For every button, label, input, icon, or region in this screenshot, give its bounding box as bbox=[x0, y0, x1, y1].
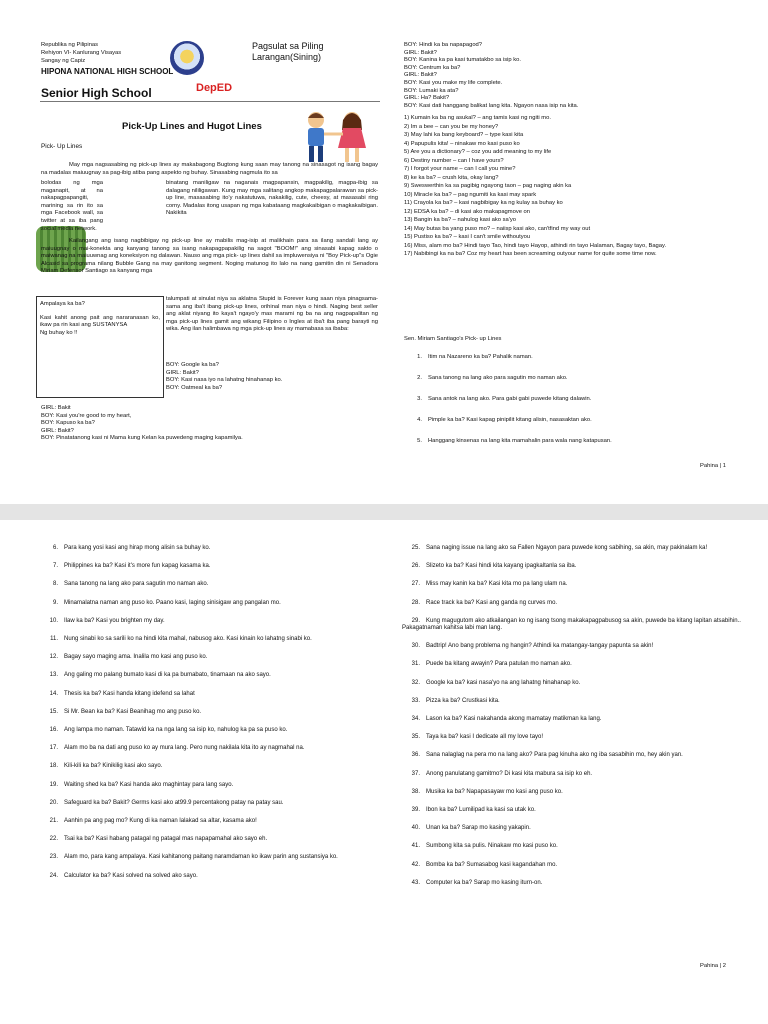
list-item: 30. Badtrip! Ano bang problema ng hangin? Athindi ka matangay-tangay papunta sa akin! bbox=[411, 643, 654, 650]
list-item: 1) Kumain ka ba ng asukal? – ang tamis kasi ng ngiti mo. bbox=[404, 115, 551, 121]
list-item: 37. Anong panulatang gamitmo? Di kasi kita mabura sa isip ko eh. bbox=[411, 770, 593, 777]
list-item: 11) Crayola ka ba? – kasi nagbibigay ka ng kulay sa buhay ko bbox=[404, 200, 563, 206]
list-item: 41. Sumbong kita sa pulis. Ninakaw mo kasi puso ko. bbox=[411, 843, 558, 850]
list-item: 33. Pizza ka ba? Crustkasi kita. bbox=[411, 697, 500, 704]
list-item: 34. Lason ka ba? Kasi nakahanda akong mamatay matikman ka lang. bbox=[411, 716, 602, 723]
subject-title-2: Larangan(Sining) bbox=[252, 52, 322, 62]
dialog-line: BOY: Centrum ka ba? bbox=[404, 64, 461, 71]
list-item: 7. Philippines ka ba? Kasi it's more fun kapag kasama ka. bbox=[52, 563, 211, 570]
list-item: 10. Ilaw ka ba? Kasi you brighten my day. bbox=[49, 617, 165, 624]
list-item: 19. Waiting shed ka ba? Kasi handa ako maghintay para lang sayo. bbox=[49, 781, 234, 788]
list-item bbox=[40, 891, 380, 898]
dialog-line: BOY: Kasi dati hanggang balikat lang kita. Ngayon nasa isip na kita. bbox=[404, 102, 579, 109]
list-item: 4) Papupulis kita! – ninakaw mo kasi puso ko bbox=[404, 140, 520, 147]
list-item: 39. Ibon ka ba? Lumilipad ka kasi sa utak ko. bbox=[411, 807, 536, 814]
dialog-line: BOY: Kasi nasa iyo na lahatng hinahanap ko. bbox=[166, 377, 283, 384]
pickup-list bbox=[404, 114, 744, 259]
dialog-line: BOY: Google ka ba? bbox=[166, 362, 219, 368]
list-item: 29. Kung magugutom ako atkailangan ko ng isang tsong makakapagpabusog sa akin, puwede ba kitang lapitan atsabihin.. Pakagatnaman kahitsa labi man lang. bbox=[402, 617, 741, 632]
list-item: 11. Nung sinabi ko sa sarili ko na hindi kita mahal, nabusog ako. Kasi kinain ko lahatng sinabi ko. bbox=[50, 636, 312, 643]
deped-seal-icon bbox=[170, 41, 204, 75]
list-item: 3) May lahi ka bang keyboard? – type kasi kita bbox=[404, 132, 524, 138]
list-item: 2. Sana tanong na lang ako para sagutin mo naman ako. bbox=[417, 375, 568, 381]
textbox-body: Kasi kahit anong pait ang nararanasan ko, ikaw pa rin kasi ang SUSTANYSA bbox=[40, 314, 160, 329]
paragraph-1-side: binatang maniligaw na naganais magpapansin, magpakilig, magpa-ibig sa dalagang nililigawan. Kung may mga salitang angkop makapagpalarawan sa pick-up line, masasabing ito'y nakatutuwa, nakakilig, cute, cheesy, at masasabi ring corny. Madalas itong usapan ng mga kabataang magkakaibigan o magkakaibigan. Nakikita bbox=[166, 180, 378, 217]
list-item: 16) Miss, alam mo ba? Hindi tayo Tao, hindi tayo Hayop, athindi rin tayo Halaman, Bagay tayo, Bagay. bbox=[404, 242, 667, 249]
header-rule bbox=[40, 101, 380, 102]
list-item: 27. Miss may kanin ka ba? Kasi kita mo pa lang ulam na. bbox=[411, 581, 568, 588]
dialog-line: BOY: Oatmeal ka ba? bbox=[166, 384, 223, 391]
sangay-text: Sangay ng Capiz bbox=[41, 58, 86, 64]
list-item: 4. Pimple ka ba? Kasi kapag pinipilit kitang alisin, nasasaktan ako. bbox=[417, 417, 592, 423]
list-item: 13) Bangin ka ba? – nahulog kasi ako sa'yo bbox=[404, 217, 516, 223]
list-item: 26. Slizeto ka ba? Kasi hindi kita kayang ipagkaltanla sa iba. bbox=[411, 563, 577, 570]
dialog-line: GIRL: Ha? Bakit? bbox=[404, 95, 450, 102]
list-item: 12) EDSA ka ba? – di kasi ako makapagmove on bbox=[404, 208, 530, 215]
list-item: 32. Google ka ba? kasi nasa'yo na ang lahatng hinahanap ko. bbox=[411, 679, 581, 686]
list-item: 5) Are you a dictionary? – coz you add meaning to my life bbox=[404, 149, 552, 155]
list-item bbox=[40, 927, 380, 934]
list-item: 21. Aanhin pa ang pag mo? Kung di ka naman lalakad sa altar, kasama ako! bbox=[49, 818, 257, 825]
dialog-line: GIRL: Bakit bbox=[41, 405, 71, 411]
paragraph-1: May mga nagsasabing ng pick-up lines ay makabagong Bugtong kung saan may tanong na sinasagot ng isang bagay na madalas maiuugnay sa pag-ibig atiba pang aspekto ng buhay. Sinasabing nagmula ito sa bbox=[41, 162, 378, 176]
senior-high-label: Senior High School bbox=[41, 86, 152, 100]
list-item: 24. Calculator ka ba? Kasi solved na solved ako sayo. bbox=[49, 872, 198, 879]
subject-title-1: Pagsulat sa Piling bbox=[252, 41, 324, 51]
santiago-heading: Sen. Miriam Santiago's Pick- up Lines bbox=[404, 336, 502, 342]
list-item: 5. Hanggang kinsenas na lang kita mamahalin para wala nang katapusan. bbox=[417, 438, 612, 444]
paragraph-1b: bolodas ng mga maganapit, at na nakapagpapangiti, marining sa rin ito sa mga Facebook wall, sa twitter at sa iba pang social media network. bbox=[41, 180, 103, 232]
list-item: 10) Miracle ka ba? – pag ngumiti ka kasi may spark bbox=[404, 191, 537, 198]
list-item: 3. Sana antok na lang ako. Para gabi gabi puwede kitang dalawin. bbox=[417, 396, 592, 402]
dialog-line: BOY: Lumaki ka ata? bbox=[404, 87, 459, 94]
republika-text: Republika ng Pilipinas bbox=[41, 42, 99, 48]
list-item: 38. Musika ka ba? Napapasayaw mo kasi ang puso ko. bbox=[411, 788, 563, 795]
page-separator bbox=[0, 504, 768, 520]
textbox-footer: Ng buhay ko !! bbox=[40, 329, 78, 336]
list-item: 8) ke ka ba? – crush kita, okay lang? bbox=[404, 174, 499, 181]
dialog-line: GIRL: Bakit? bbox=[404, 72, 437, 79]
list-item: 40. Unan ka ba? Sarap mo kasing yakapin. bbox=[411, 825, 531, 832]
dialog-line: BOY: Kasi you're good to my heart, bbox=[41, 412, 132, 419]
list-item: 35. Taya ka ba? kasi I dedicate all my love tayo! bbox=[411, 734, 544, 741]
list-item: 7) I forgot your name – can I call you mine? bbox=[404, 166, 516, 172]
dialog-right-block bbox=[166, 362, 282, 392]
list-item: 6. Para kang yosi kasi ang hirap mong alisin sa buhay ko. bbox=[52, 545, 211, 551]
school-name: HIPONA NATIONAL HIGH SCHOOL bbox=[41, 67, 174, 76]
list-item: 15. Si Mr. Bean ka ba? Kasi Beanihag mo ang puso ko. bbox=[49, 708, 202, 715]
dialog-line: BOY: Kasi you make my life complete. bbox=[404, 79, 503, 86]
list-item: 2) Im a bee – can you be my honey? bbox=[404, 123, 499, 130]
list-item: 22. Tsai ka ba? Kasi habang patagal ng patagal mas napapamahal ako sayo eh. bbox=[49, 836, 268, 843]
dialog-line: GIRL: Bakit? bbox=[404, 49, 437, 56]
list-item: 1. Itim na Nazareno ka ba? Pahalik naman. bbox=[417, 354, 533, 360]
dialog-line: BOY: Pinatatanong kasi ni Mama kung Kelan ka puwedeng maging kapamilya. bbox=[41, 435, 243, 442]
list-item: 36. Sana nalaglag na pera mo na lang ako? Para pag kinuha ako ng iba sasabihin mo, hey akin yan. bbox=[411, 752, 683, 759]
document-title: Pick-Up Lines and Hugot Lines bbox=[122, 121, 262, 132]
page-number-2: Pahina | 2 bbox=[700, 963, 727, 969]
list-item: 12. Bagay sayo maging ama. Inalila mo kasi ang puso ko. bbox=[49, 654, 208, 661]
ampalaya-textbox bbox=[36, 296, 164, 398]
list-item: 14. Thesis ka ba? Kasi handa kitang idefend sa lahat bbox=[49, 690, 195, 697]
list-item: 28. Race track ka ba? Kasi ang ganda ng curves mo. bbox=[411, 599, 558, 606]
dialog-left-block bbox=[41, 405, 243, 443]
dialog-line: BOY: Hindi ka ba napapagod? bbox=[404, 42, 482, 48]
list-item: 13. Ang galing mo palang bumato kasi di ka pa bumabato, tinamaan na ako sayo. bbox=[49, 672, 271, 679]
list-item: 43. Computer ka ba? Sarap mo kasing iturn-on. bbox=[411, 879, 543, 886]
document-page-1 bbox=[0, 0, 768, 504]
textbox-heading: Ampalaya ka ba? bbox=[40, 301, 85, 307]
paragraph-2-side: talumpati at sinulat niya sa aklatna Stupid is Forever kung saan niya pinagsama-sama ang iba't ibang pick-up lines, orihinal man niya o hindi. Naging best seller ang aklat niyang ito kaya't ngayo'y mas marami ng ba na ang nagpapalitan ng mga pick-up lines gamit ang wikang Filipino o Ingles at iba't iba pang barayti ng wika. Ang ilan halimbawa ng mga pick-up lines ay mamabasa sa ibaba: bbox=[166, 296, 378, 333]
list-item: 20. Safeguard ka ba? Bakit? Germs kasi ako at99.9 percentakong patay na patay sau. bbox=[49, 799, 284, 806]
list-item: 9) Sweswerthin ka sa pagibig ngayong taon – pag naging akin ka bbox=[404, 183, 572, 189]
paragraph-2: Kailangang ang isang nagbibigay ng pick-up line ay mabilis mag-isip at malikhain para sa ilang sandali lang ay maiuugnay o mai-konekta ang kanyang tanong sa isang nakapagpapakilig na sagot "BOOM!" ang sinasabi kapag sakto o maiwanag na maiuuwnag ang koneksiyon ng dalawan. Nauso ang mga pick- up lines dahil sa impluwensiya ni "Boy Pick-up"s Ogie Alcasid sa programa nilang Bubble Gang na may ganitong segment. Noging matunog ito lalo na nang gamitin din ni Senadora Miriam Defensor Santiago sa kanyang mga bbox=[41, 238, 378, 275]
dialog-line: GIRL: Bakit? bbox=[41, 427, 74, 434]
page-number-1: Pahina | 1 bbox=[700, 463, 727, 469]
dialog-line: BOY: Kapuso ka ba? bbox=[41, 420, 95, 427]
rehiyon-text: Rehiyon VI- Kanlurang Visayas bbox=[41, 50, 122, 56]
list-item: 17. Alam mo ba na dati ang puso ko ay mura lang. Pero nung nakilala kita ito ay nagmahal na. bbox=[49, 745, 305, 752]
santiago-list bbox=[404, 354, 744, 459]
list-item: 15) Pustiso ka ba? – kasi I can't smile withoutyou bbox=[404, 234, 531, 240]
pickup-list-left bbox=[40, 545, 380, 982]
section-heading-pickup: Pick- Up Lines bbox=[41, 143, 83, 150]
dialog-line: BOY: Kanina ka pa kasi tumatakbo sa isip ko. bbox=[404, 57, 521, 64]
list-item: 18. Kili-kili ka ba? Kinikilig kasi ako sayo. bbox=[49, 763, 163, 770]
list-item: 31. Puede ba kitang awayin? Para patulan mo naman ako. bbox=[411, 661, 572, 668]
list-item bbox=[40, 909, 380, 916]
pickup-list-right bbox=[402, 545, 747, 898]
right-dialog-block bbox=[404, 42, 740, 110]
list-item bbox=[40, 964, 380, 971]
deped-logo: DepED bbox=[196, 82, 233, 94]
list-item: 16. Ang lampa mo naman. Tatawid ka na nga lang sa isip ko, nahulog ka pa sa puso ko. bbox=[49, 727, 288, 734]
couple-illustration-icon bbox=[296, 108, 376, 166]
document-page-2 bbox=[0, 520, 768, 1024]
dialog-line: GIRL: Bakit? bbox=[166, 369, 199, 376]
list-item: 14) May butas ba yang puso mo? – naiisp kasi ako, can'tfind my way out bbox=[404, 225, 591, 232]
list-item: 9. Minamalatna naman ang puso ko. Paano kasi, laging sinisigaw ang pangalan mo. bbox=[52, 599, 281, 606]
list-item: 8. Sana tanong na lang ako para sagutin mo naman ako. bbox=[52, 581, 209, 588]
list-item: 17) Nabibingi ka na ba? Coz my heart has been screaming outyour name for quite some time now. bbox=[404, 251, 657, 257]
list-item: 6) Destiny number – can I have yours? bbox=[404, 157, 504, 164]
list-item: 25. Sana naging issue na lang ako sa Fallen Ngayon para puwede kong sabihing, sa akin, may pakinalam ka! bbox=[411, 545, 708, 551]
list-item: 42. Bomba ka ba? Sumasabog kasi kagandahan mo. bbox=[411, 861, 558, 868]
list-item bbox=[40, 945, 380, 952]
list-item: 23. Alam mo, para kang ampalaya. Kasi kahitanong paitang naramdaman ko ikaw parin ang sustansiya ko. bbox=[49, 854, 338, 861]
